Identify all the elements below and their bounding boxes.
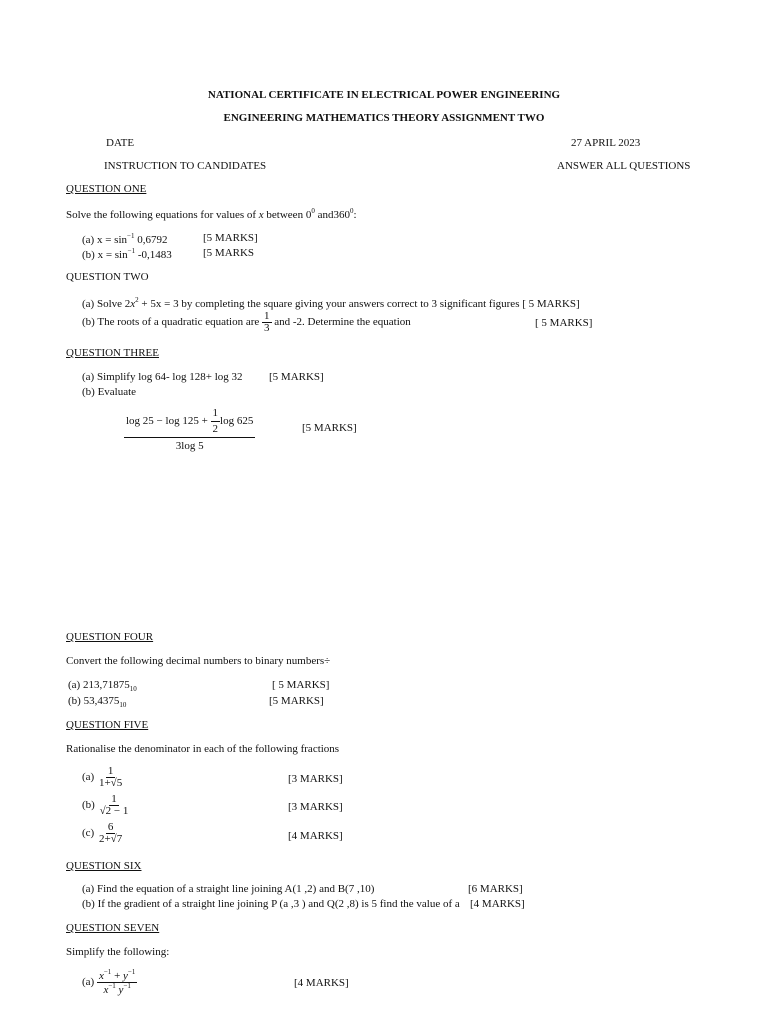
- q7a-den-ye: −1: [123, 982, 131, 990]
- q3b-marks: [5 MARKS]: [302, 422, 357, 434]
- q5c-label: (c): [82, 827, 95, 840]
- q7a-marks: [4 MARKS]: [294, 977, 349, 989]
- question-one-heading: QUESTION ONE: [66, 183, 147, 195]
- q2b-den: 3: [264, 322, 270, 334]
- q7a-num-ye: −1: [127, 968, 136, 976]
- q5b-fraction: [98, 794, 131, 817]
- q3-log-expression: [124, 408, 255, 452]
- q3-expr-num-a: log 25 − log 125 +: [126, 415, 211, 428]
- q1-intro-var: x: [258, 209, 264, 221]
- question-six-heading: QUESTION SIX: [66, 860, 142, 872]
- q4a-marks: [ 5 MARKS]: [272, 679, 330, 691]
- instruction-value: ANSWER ALL QUESTIONS: [557, 160, 691, 172]
- q4a-label: (a) 213,71875: [68, 679, 130, 691]
- q5c-item: [82, 822, 124, 845]
- q5a-den: 1+√5: [98, 777, 123, 789]
- q3-expr-numerator: [124, 408, 255, 438]
- q2a-rest: + 5x = 3 by completing the square giving your answers correct to 3 significant figures [ 5 MARKS]: [138, 298, 580, 310]
- q4b-marks: [5 MARKS]: [269, 695, 324, 707]
- q1-intro-a: Solve the following equations for values of: [66, 209, 259, 221]
- q7a-label: (a): [82, 976, 95, 989]
- q5b-num: 1: [111, 793, 117, 805]
- q7a-num-y: y: [123, 970, 128, 982]
- q5a-marks: [3 MARKS]: [288, 773, 343, 785]
- q2b-fraction: [262, 311, 272, 334]
- q5a-label: (a): [82, 771, 95, 784]
- q4b-label: (b) 53,4375: [68, 695, 120, 707]
- q5b-marks: [3 MARKS]: [288, 801, 343, 813]
- q2a-var: x: [130, 298, 136, 310]
- q4b-base: 10: [119, 701, 127, 709]
- q3-half-num: 1: [211, 408, 221, 422]
- question-one-intro: [66, 207, 357, 222]
- question-four-intro: Convert the following decimal numbers to binary numbers÷: [66, 655, 331, 667]
- q1b-value: -0,1483: [135, 249, 172, 261]
- q1-intro-deg: 0: [311, 207, 315, 215]
- q6b-marks: [4 MARKS]: [470, 898, 525, 910]
- q1a-value: 0,6792: [134, 234, 168, 246]
- q3a-marks: [5 MARKS]: [269, 371, 324, 383]
- q5b-item: [82, 794, 130, 817]
- q3-half-fraction: [211, 408, 221, 435]
- question-five-heading: QUESTION FIVE: [66, 719, 149, 731]
- q7a-denominator: [101, 983, 132, 996]
- q5a-item: [82, 766, 124, 789]
- q2b-num: 1: [264, 310, 270, 322]
- q2a-prefix: (a) Solve 2: [82, 298, 131, 310]
- q3-expr-denominator: 3log 5: [175, 440, 204, 452]
- q1a-marks: [5 MARKS]: [203, 232, 258, 244]
- question-two-heading: QUESTION TWO: [66, 271, 149, 283]
- q1b-exp: −1: [127, 247, 136, 255]
- question-one-part-a: [82, 232, 167, 247]
- q7a-numerator: [97, 969, 137, 983]
- question-three-heading: QUESTION THREE: [66, 347, 159, 359]
- date-label: DATE: [106, 137, 135, 149]
- question-one-part-b: [82, 247, 172, 262]
- instruction-label: INSTRUCTION TO CANDIDATES: [104, 160, 267, 172]
- q4b-number: [68, 695, 126, 709]
- q5c-marks: [4 MARKS]: [288, 830, 343, 842]
- q5a-fraction: [97, 766, 124, 789]
- question-two-part-a: [82, 296, 580, 311]
- q1-intro-c: and360: [314, 209, 350, 221]
- q5b-den: √2 − 1: [99, 805, 129, 817]
- question-seven-heading: QUESTION SEVEN: [66, 922, 160, 934]
- q3-expr-num-b: log 625: [220, 415, 254, 428]
- q2b-prefix: (b) The roots of a quadratic equation are: [82, 316, 263, 329]
- date-value: 27 APRIL 2023: [571, 137, 641, 149]
- question-two-part-b: [82, 311, 411, 334]
- q4a-base: 10: [129, 685, 137, 693]
- q6b-text: (b) If the gradient of a straight line joining P (a ,3 ) and Q(2 ,8) is 5 find the value of a: [82, 898, 460, 910]
- q3b-text: (b) Evaluate: [82, 386, 137, 398]
- q2b-rest: and -2. Determine the equation: [271, 316, 411, 329]
- document-title: NATIONAL CERTIFICATE IN ELECTRICAL POWER ENGINEERING: [207, 89, 561, 101]
- question-four-heading: QUESTION FOUR: [66, 631, 154, 643]
- assignment-title: ENGINEERING MATHEMATICS THEORY ASSIGNMENT TWO: [223, 112, 545, 124]
- q1b-prefix: (b) x = sin: [82, 249, 128, 261]
- q2a-exp: 2: [135, 296, 139, 304]
- q1a-prefix: (a) x = sin: [82, 234, 127, 246]
- q4a-number: [68, 679, 137, 693]
- q3-half-den: 2: [212, 423, 219, 435]
- q1-intro-end: :: [353, 209, 357, 221]
- q6a-marks: [6 MARKS]: [468, 883, 523, 895]
- q1a-exp: −1: [127, 232, 135, 240]
- q7a-num-x: x: [98, 970, 104, 982]
- q7a-num-plus: +: [111, 970, 124, 982]
- q7a-num-xe: −1: [103, 968, 112, 976]
- q5c-den: 2+√7: [98, 833, 123, 845]
- q5c-fraction: [97, 822, 124, 845]
- q7a-den-y: y: [118, 984, 124, 996]
- q6a-text: (a) Find the equation of a straight line joining A(1 ,2) and B(7 ,10): [82, 883, 375, 895]
- q3a-text: (a) Simplify log 64- log 128+ log 32: [82, 371, 243, 383]
- q7a-den-x: x: [103, 984, 109, 996]
- question-five-intro: Rationalise the denominator in each of the following fractions: [66, 743, 340, 755]
- q5a-num: 1: [107, 765, 114, 777]
- q5c-num: 6: [107, 821, 114, 833]
- q1-intro-deg2: 0: [349, 207, 354, 215]
- q7a-item: [82, 969, 137, 996]
- q7a-fraction: [97, 969, 137, 996]
- q1-intro-b: between 0: [263, 209, 312, 221]
- question-seven-intro: Simplify the following:: [66, 946, 170, 958]
- q5b-label: (b): [82, 799, 95, 812]
- q1b-marks: [5 MARKS: [203, 247, 255, 259]
- q2b-marks: [ 5 MARKS]: [535, 317, 593, 329]
- q7a-den-xe: −1: [108, 982, 116, 990]
